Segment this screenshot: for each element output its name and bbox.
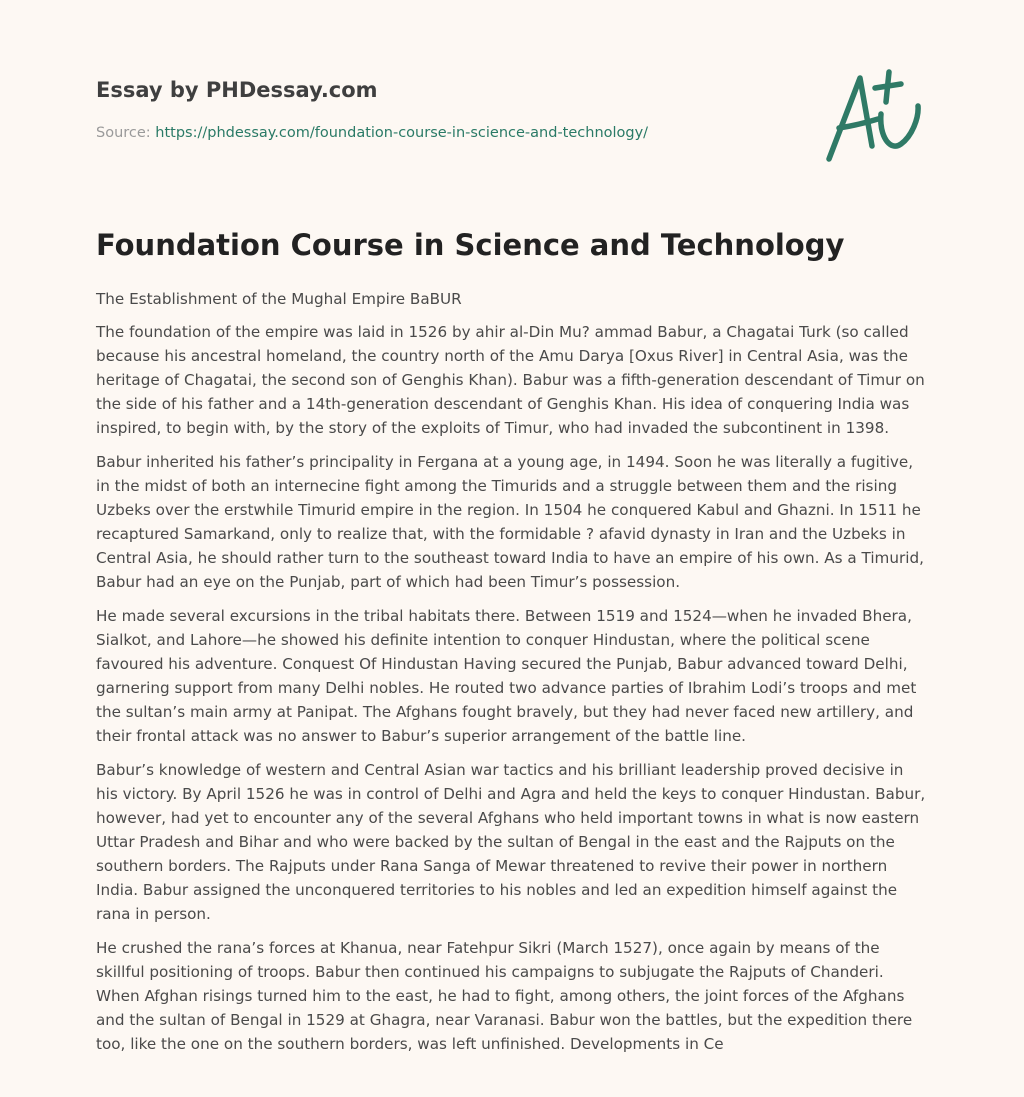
essay-body: [96, 287, 930, 1066]
paragraph: He crushed the rana’s forces at Khanua, near Fatehpur Sikri (March 1527), once again by means of the skillful positioning of troops. Babur then continued his campaigns to subjugate the Rajputs of Chanderi. When Afghan risings turned him to the east, he had to fight, among others, the joint forces of the Afghans and the sultan of Bengal in 1529 at Ghagra, near Varanasi. Babur won the battles, but the expedition there too, like the one on the southern borders, was left unfinished. Developments in Ce: [96, 939, 913, 1053]
source-label: Source:: [96, 125, 156, 141]
source-link[interactable]: https://phdessay.com/foundation-course-in-science-and-technology/: [155, 125, 649, 141]
paragraph: Babur inherited his father’s principality in Fergana at a young age, in 1494. Soon he was literally a fugitive, in the midst of both an internecine fight among the Timurids and a struggle between them and the rising Uzbeks over the erstwhile Timurid empire in the region. In 1504 he conquered Kabul and Ghazni. In 1511 he recaptured Samarkand, only to realize that, with the formidable ? afavid dynasty in Iran and the Uzbeks in Central Asia, he should rather turn to the southeast toward India to have an empire of his own. As a Timurid, Babur had an eye on the Punjab, part of which had been Timur’s possession.: [96, 453, 924, 591]
document-title: Foundation Course in Science and Technology: [96, 228, 845, 262]
site-title: Essay by PHDessay.com: [96, 78, 378, 102]
paragraph: Babur’s knowledge of western and Central Asian war tactics and his brilliant leadership proved decisive in his victory. By April 1526 he was in control of Delhi and Agra and held the keys to conquer Hindustan. Babur, however, had yet to encounter any of the several Afghans who held important towns in what is now eastern Uttar Pradesh and Bihar and who were backed by the sultan of Bengal in the east and the Rajputs on the southern borders. The Rajputs under Rana Sanga of Mewar threatened to revive their power in northern India. Babur assigned the unconquered territories to his nobles and led an expedition himself against the rana in person.: [96, 761, 926, 923]
paragraph: The foundation of the empire was laid in 1526 by ahir al-Din Mu? ammad Babur, a Chagatai Turk (so called because his ancestral homeland, the country north of the Amu Darya [Oxus River] in Central Asia, was the heritage of Chagatai, the second son of Genghis Khan). Babur was a fifth-generation descendant of Timur on the side of his father and a 14th-generation descendant of Genghis Khan. His idea of conquering India was inspired, to begin with, by the story of the exploits of Timur, who had invaded the subcontinent in 1398.: [96, 323, 925, 437]
paragraph: He made several excursions in the tribal habitats there. Between 1519 and 1524—when he invaded Bhera, Sialkot, and Lahore—he showed his definite intention to conquer Hindustan, where the political scene favoured his adventure. Conquest Of Hindustan Having secured the Punjab, Babur advanced toward Delhi, garnering support from many Delhi nobles. He routed two advance parties of Ibrahim Lodi’s troops and met the sultan’s main army at Panipat. The Afghans fought bravely, but they had never faced new artillery, and their frontal attack was no answer to Babur’s superior arrangement of the battle line.: [96, 607, 917, 745]
source-line: [96, 124, 648, 142]
a-plus-logo-icon: [820, 66, 930, 166]
document-subtitle: The Establishment of the Mughal Empire BaBUR: [96, 290, 462, 308]
